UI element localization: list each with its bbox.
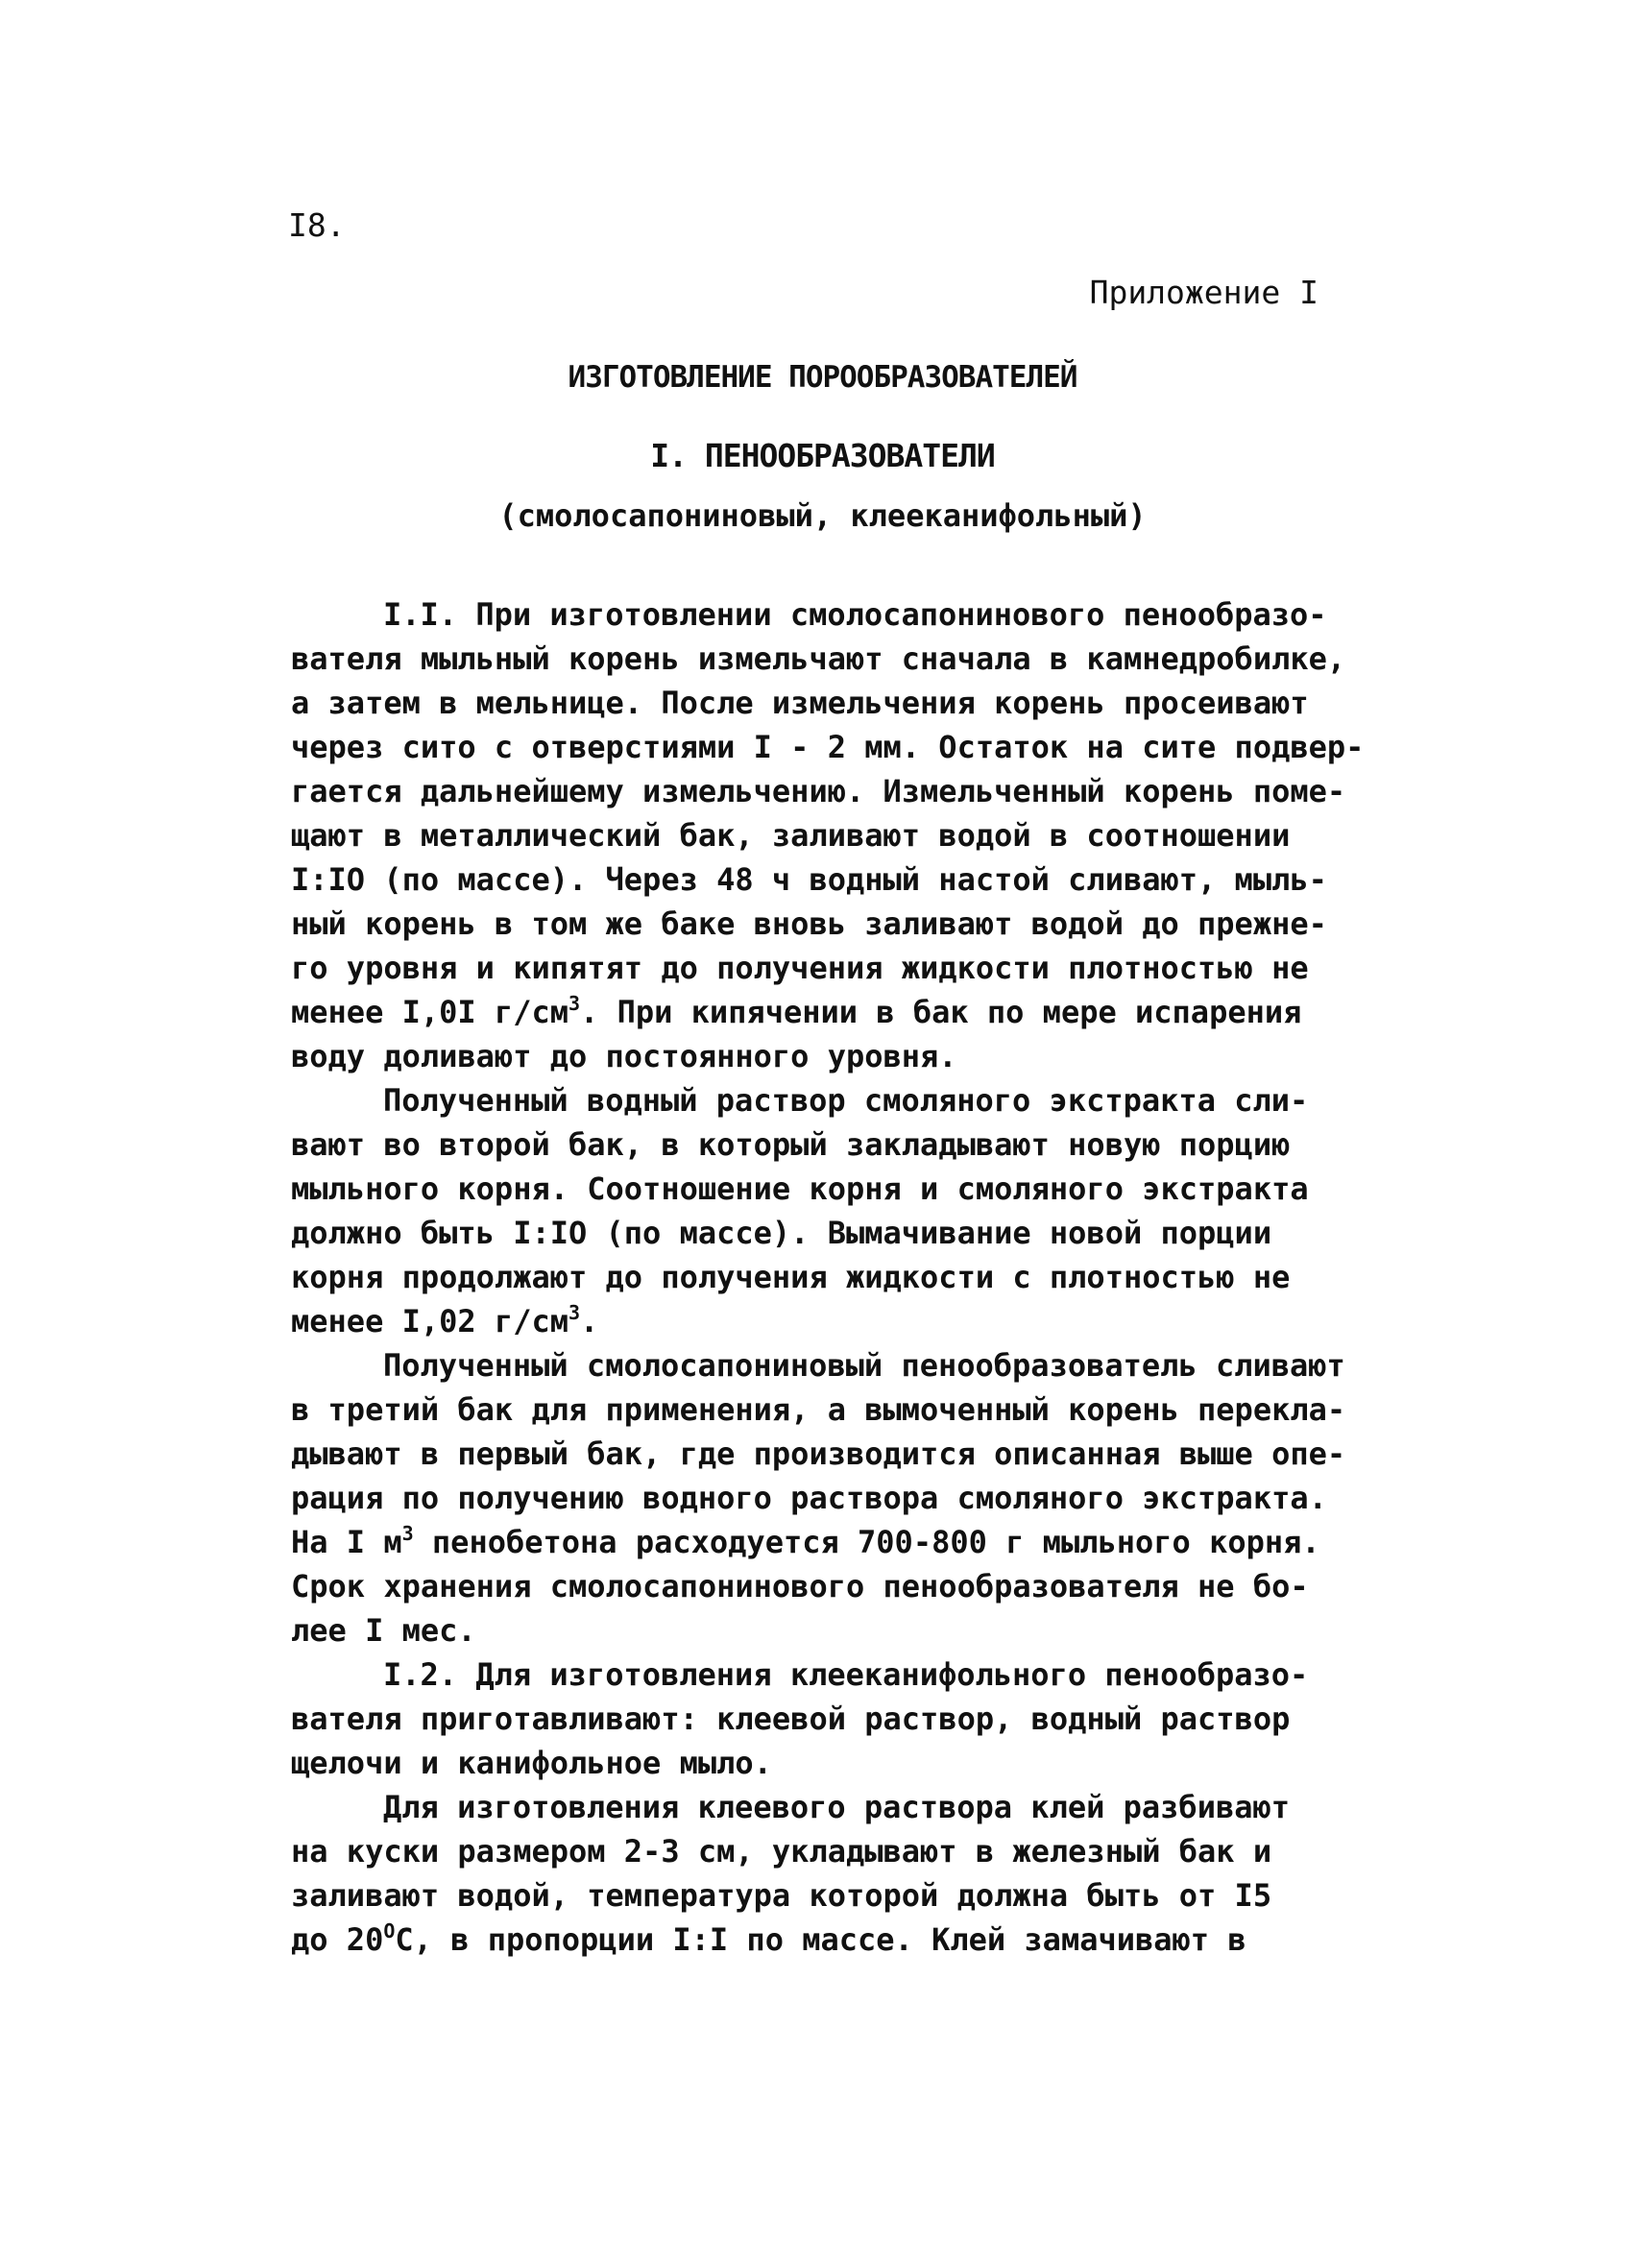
- text-line-content: мыльного корня. Соотношение корня и смоляного экстракта: [291, 1170, 1309, 1207]
- text-line: [291, 1122, 1386, 1167]
- text-line-content: I:IO (по массе). Через 48 ч водный настой сливают, мыль-: [291, 861, 1327, 898]
- text-line: [291, 1564, 1386, 1608]
- text-line-content: Полученный смолосапониновый пенообразователь сливают: [383, 1347, 1345, 1384]
- superscript: 3: [401, 1522, 414, 1545]
- text-line-content: щают в металлический бак, заливают водой в соотношении: [291, 817, 1291, 854]
- text-line-content: через сито с отверстиями I - 2 мм. Остаток на сите подвер-: [291, 729, 1365, 765]
- superscript: O: [383, 1919, 396, 1942]
- text-line-content: рация по получению водного раствора смоляного экстракта.: [291, 1480, 1327, 1516]
- text-line-content: вателя приготавливают: клеевой раствор, водный раствор: [291, 1701, 1291, 1737]
- text-line-content: Полученный водный раствор смоляного экстракта сли-: [383, 1082, 1309, 1119]
- section-subtitle: (смолосапониновый, клееканифольный): [498, 497, 1147, 534]
- text-line: [291, 1476, 1386, 1520]
- text-line: [291, 592, 1386, 637]
- text-line: [291, 1034, 1386, 1078]
- main-title: ИЗГОТОВЛЕНИЕ ПОРООБРАЗОВАТЕЛЕЙ: [568, 360, 1077, 395]
- text-line-continuation: С, в пропорции I:I по массе. Клей замачивают в: [395, 1921, 1246, 1958]
- text-line: [291, 1432, 1386, 1476]
- text-line-content: воду доливают до постоянного уровня.: [291, 1038, 957, 1074]
- text-line: [291, 1343, 1386, 1387]
- text-line: [291, 725, 1386, 769]
- text-line: [291, 1078, 1386, 1122]
- text-line: [291, 1211, 1386, 1255]
- text-line-content: менее I,0I г/см: [291, 994, 568, 1030]
- superscript: 3: [568, 992, 581, 1015]
- text-line-continuation: . При кипячении в бак по мере испарения: [580, 994, 1302, 1030]
- text-line-content: На I м: [291, 1524, 402, 1560]
- text-line-content: заливают водой, температура которой должна быть от I5: [291, 1877, 1272, 1914]
- text-line-content: I.2. Для изготовления клееканифольного пенообразо-: [383, 1656, 1309, 1693]
- text-line-content: ный корень в том же баке вновь заливают водой до прежне-: [291, 905, 1327, 942]
- text-line: [291, 1387, 1386, 1432]
- text-line: [291, 1873, 1386, 1918]
- text-line-content: должно быть I:IO (по массе). Вымачивание новой порции: [291, 1215, 1272, 1251]
- text-line-content: лее I мес.: [291, 1612, 476, 1649]
- text-line: [291, 946, 1386, 990]
- text-line-content: в третий бак для применения, а вымоченный корень перекла-: [291, 1391, 1346, 1428]
- page-number: I8.: [288, 206, 346, 244]
- section-title: I. ПЕНООБРАЗОВАТЕЛИ: [650, 437, 995, 474]
- text-line: [291, 1741, 1386, 1785]
- text-line: [291, 1653, 1386, 1697]
- text-line-content: гается дальнейшему измельчению. Измельченный корень поме-: [291, 773, 1346, 809]
- text-line-content: менее I,02 г/см: [291, 1303, 568, 1339]
- text-line-content: Для изготовления клеевого раствора клей разбивают: [383, 1789, 1291, 1825]
- text-line-continuation: пенобетона расходуется 700-800 г мыльного корня.: [413, 1524, 1320, 1560]
- text-line: [291, 681, 1386, 725]
- text-line-content: до 20: [291, 1921, 384, 1958]
- text-line: [291, 769, 1386, 813]
- text-line: [291, 1785, 1386, 1829]
- text-line: [291, 857, 1386, 902]
- text-line-content: Срок хранения смолосапонинового пенообразователя не бо-: [291, 1568, 1309, 1604]
- text-line: [291, 813, 1386, 857]
- text-line-content: вателя мыльный корень измельчают сначала в камнедробилке,: [291, 640, 1346, 677]
- text-line: [291, 1520, 1386, 1564]
- text-line-content: дывают в первый бак, где производится описанная выше опе-: [291, 1436, 1346, 1472]
- text-line-content: а затем в мельнице. После измельчения корень просеивают: [291, 685, 1309, 721]
- text-line-content: щелочи и канифольное мыло.: [291, 1745, 772, 1781]
- text-line-continuation: .: [580, 1303, 599, 1339]
- text-line-content: го уровня и кипятят до получения жидкости плотностью не: [291, 950, 1309, 986]
- text-line: [291, 1918, 1386, 1962]
- text-line: [291, 1697, 1386, 1741]
- text-line: [291, 902, 1386, 946]
- text-line-content: I.I. При изготовлении смолосапонинового пенообразо-: [383, 596, 1327, 633]
- text-line-content: на куски размером 2-3 см, укладывают в железный бак и: [291, 1833, 1272, 1870]
- text-line: [291, 1829, 1386, 1873]
- superscript: 3: [568, 1301, 581, 1324]
- text-line: [291, 1299, 1386, 1343]
- appendix-label: Приложение I: [1089, 274, 1318, 311]
- text-line-content: вают во второй бак, в который закладывают новую порцию: [291, 1126, 1291, 1163]
- text-line: [291, 1167, 1386, 1211]
- text-line: [291, 1608, 1386, 1653]
- text-line-content: корня продолжают до получения жидкости с плотностью не: [291, 1259, 1291, 1295]
- text-line: [291, 1255, 1386, 1299]
- text-line: [291, 637, 1386, 681]
- body-text: [291, 592, 1386, 1962]
- text-line: [291, 990, 1386, 1034]
